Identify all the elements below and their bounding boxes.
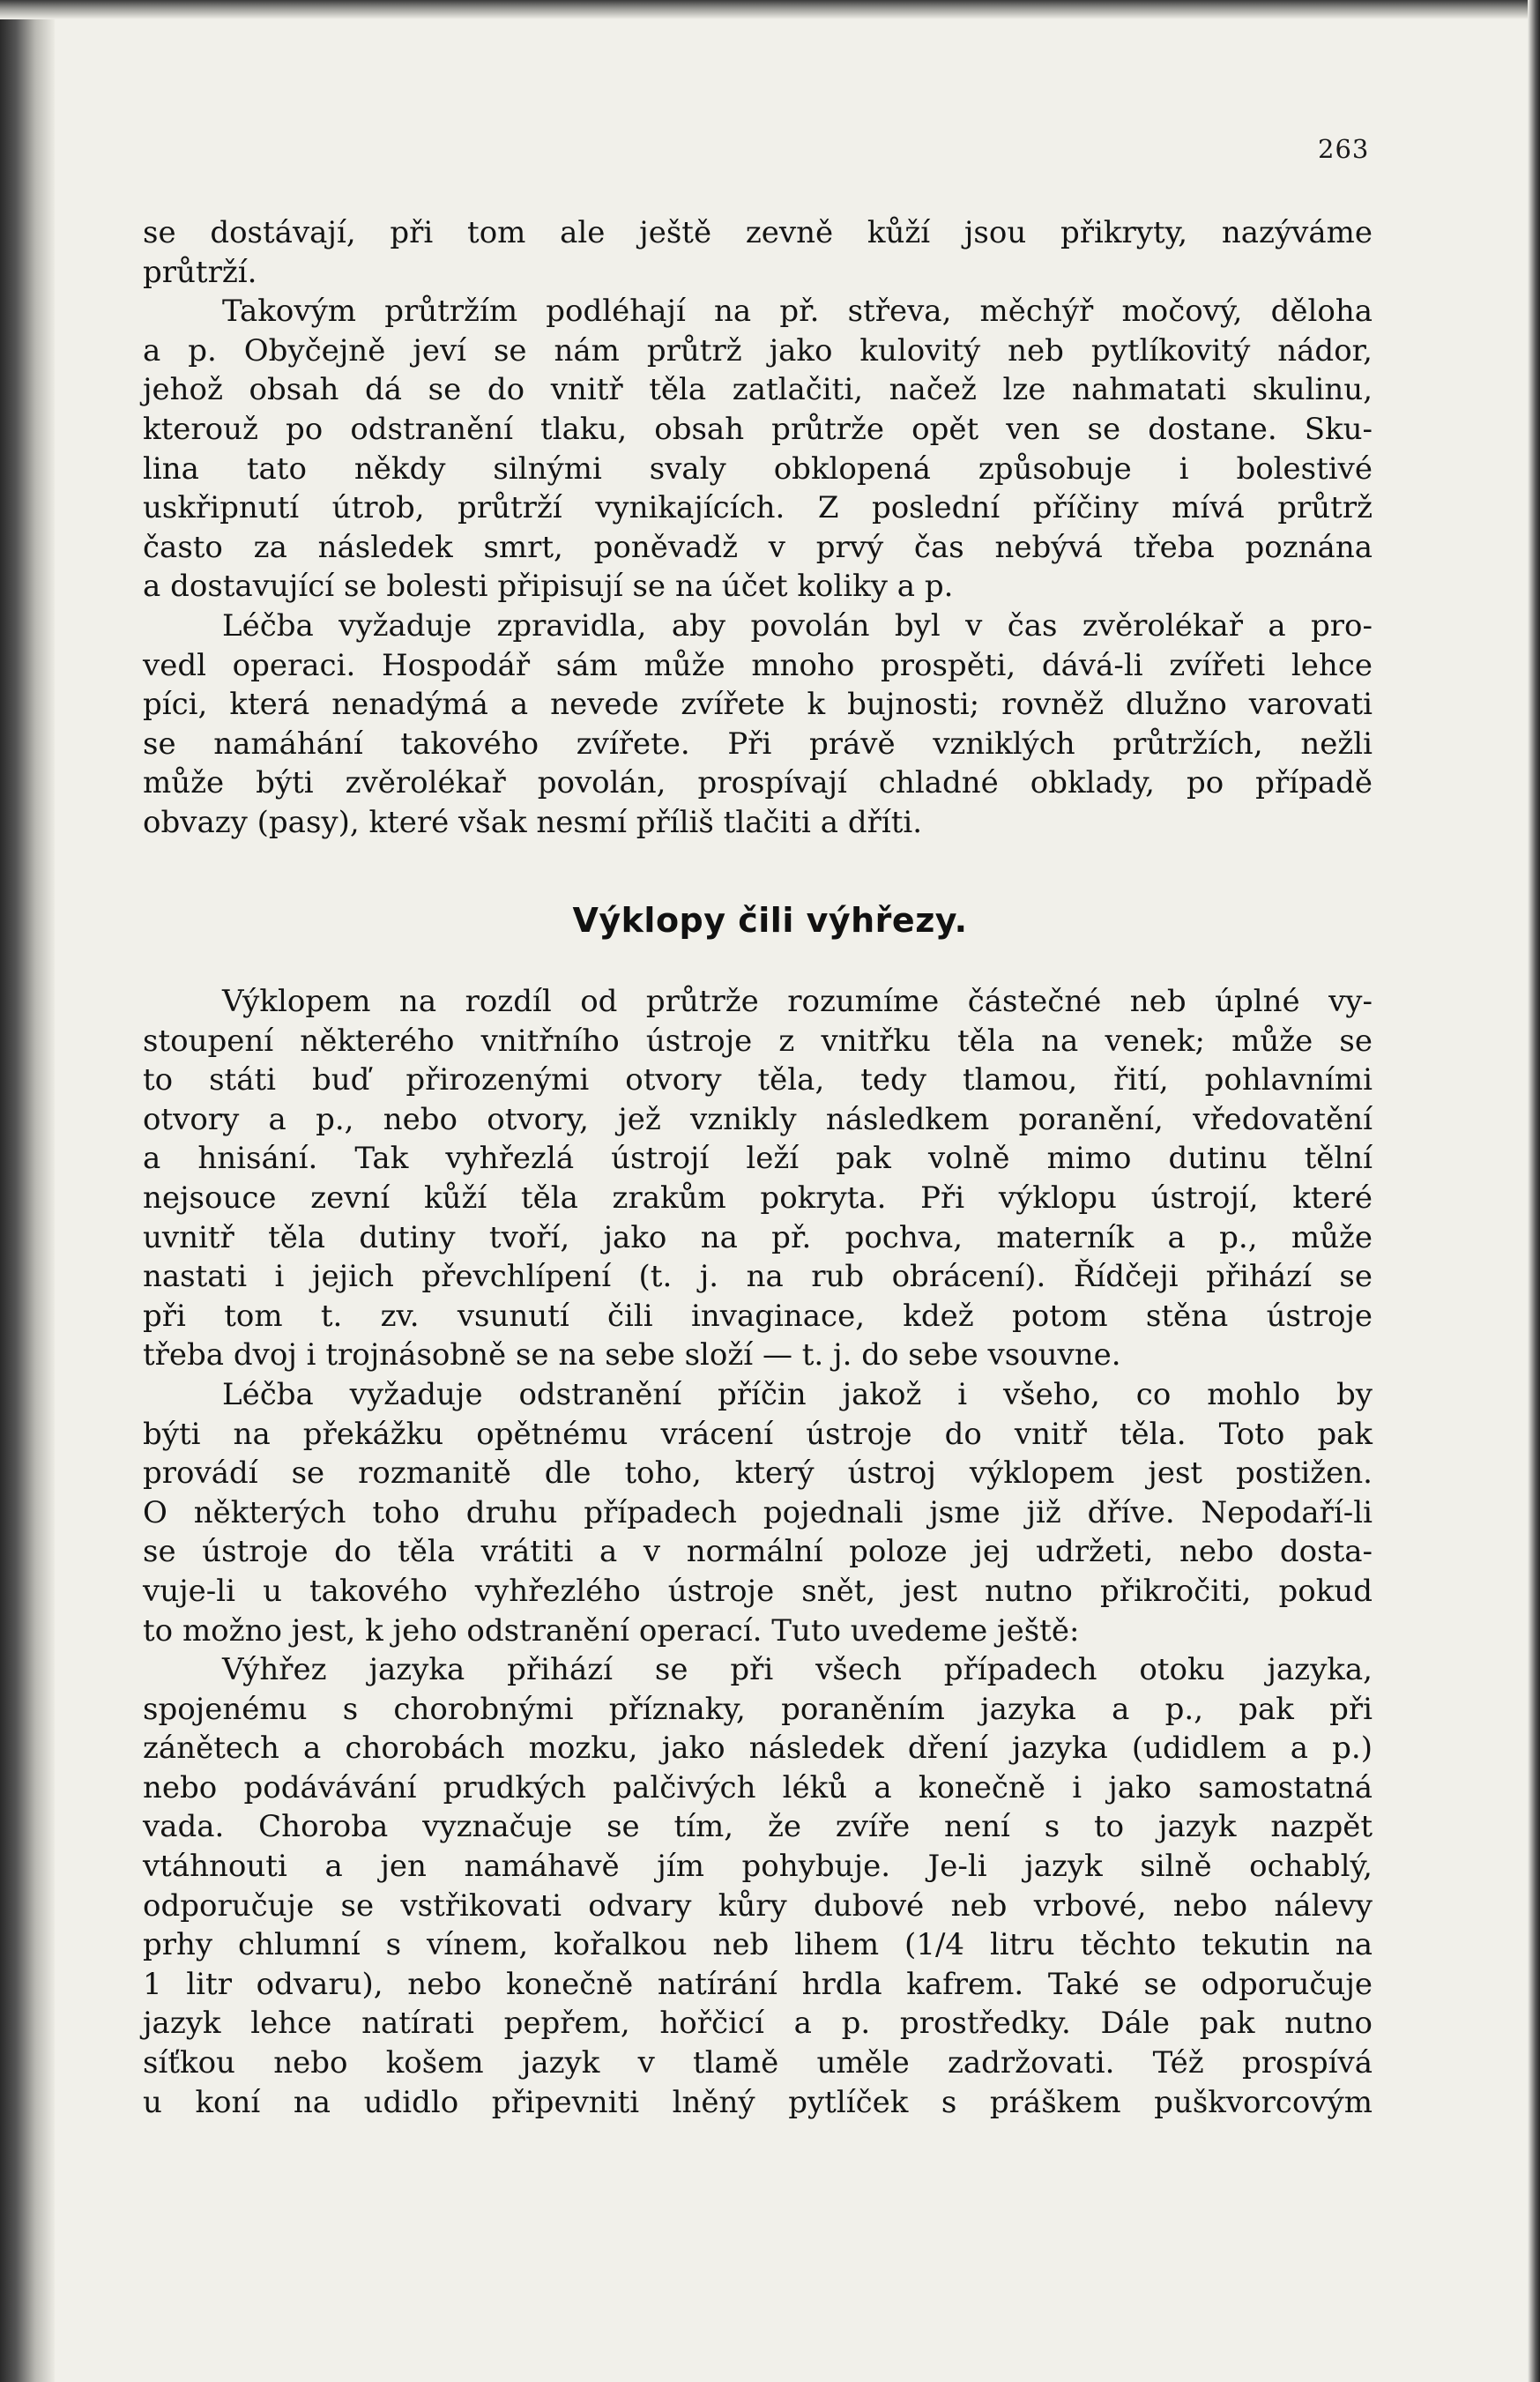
text-line: třeba dvoj i trojnásobně se na sebe složí — t. j. do sebe vsouvne. [143, 1337, 1121, 1373]
text-line: vedl operaci. Hospodář sám může mnoho prospěti, dává-li zvířeti lehce [143, 647, 1373, 683]
text-line: kterouž po odstranění tlaku, obsah průtrže opět ven se dostane. Sku- [143, 411, 1373, 447]
text-line: a p. Obyčejně jeví se nám průtrž jako kulovitý neb pytlíkovitý nádor, [143, 332, 1373, 368]
text-line: síťkou nebo košem jazyk v tlamě uměle zadržovati. Též prospívá [143, 2045, 1373, 2081]
text-line: Výklopem na rozdíl od průtrže rozumíme částečné neb úplné vy- [222, 984, 1373, 1019]
text-line: při tom t. zv. vsunutí čili invaginace, kdež potom stěna ústroje [143, 1298, 1373, 1334]
text-line: vuje-li u takového vyhřezlého ústroje snět, jest nutno přikročiti, pokud [143, 1573, 1373, 1609]
text-line: prhy chlumní s vínem, kořalkou neb lihem (1/4 litru těchto tekutin na [143, 1927, 1373, 1963]
page-number: 263 [1318, 134, 1370, 164]
text-line: uvnitř těla dutiny tvoří, jako na př. pochva, materník a p., může [143, 1219, 1373, 1255]
text-line: Léčba vyžaduje odstranění příčin jakož i všeho, co mohlo by [222, 1376, 1373, 1412]
text-line: otvory a p., nebo otvory, jež vznikly následkem poranění, vředovatění [143, 1101, 1373, 1137]
body-text-section-1 [143, 213, 1373, 843]
body-text-section-2 [143, 982, 1373, 2122]
text-line: O některých toho druhu případech pojednali jsme již dříve. Nepodaří-li [143, 1494, 1373, 1530]
text-line: spojenému s chorobnými příznaky, poraněním jazyka a p., pak při [143, 1691, 1373, 1727]
text-line: zánětech a chorobách mozku, jako následek dření jazyka (udidlem a p.) [143, 1731, 1373, 1767]
text-line: odporučuje se vstřikovati odvary kůry dubové neb vrbové, nebo nálevy [143, 1887, 1373, 1924]
right-edge [1528, 0, 1540, 2382]
text-line: často za následek smrt, poněvadž v prvý čas nebývá třeba poznána [143, 529, 1373, 565]
section-heading: Výklopy čili výhřezy. [572, 901, 968, 940]
text-line: Léčba vyžaduje zpravidla, aby povolán byl v čas zvěrolékař a pro- [222, 607, 1373, 644]
text-line: Výhřez jazyka přihází se při všech případech otoku jazyka, [222, 1652, 1373, 1688]
text-line: to státi buď přirozenými otvory těla, tedy tlamou, řití, pohlavními [143, 1062, 1373, 1098]
text-line: píci, která nenadýmá a nevede zvířete k bujnosti; rovněž dlužno varovati [143, 687, 1373, 723]
text-line: a hnisání. Tak vyhřezlá ústrojí leží pak volně mimo dutinu tělní [143, 1141, 1373, 1177]
text-line: u koní na udidlo připevniti lněný pytlíček s práškem puškvorcovým [143, 2084, 1373, 2120]
text-line: průtrží. [143, 254, 257, 290]
text-line: provádí se rozmanitě dle toho, který ústroj výklopem jest postižen. [143, 1455, 1373, 1492]
text-line: nejsouce zevní kůží těla zrakům pokryta. Při výklopu ústrojí, které [143, 1180, 1373, 1216]
text-line: 1 litr odvaru), nebo konečně natírání hrdla kafrem. Také se odporučuje [143, 1966, 1373, 2002]
text-line: Takovým průtržím podléhají na př. střeva, měchýř močový, děloha [222, 294, 1373, 330]
text-line: může býti zvěrolékař povolán, prospívají chladné obklady, po případě [143, 765, 1373, 801]
text-line: vada. Choroba vyznačuje se tím, že zvíře není s to jazyk nazpět [143, 1809, 1373, 1845]
top-edge [0, 0, 1540, 19]
text-line: vtáhnouti a jen namáhavě jím pohybuje. Je-li jazyk silně ochablý, [143, 1849, 1373, 1885]
text-line: se ústroje do těla vrátiti a v normální poloze jej udržeti, nebo dosta- [143, 1534, 1373, 1570]
text-line: jazyk lehce natírati pepřem, hořčicí a p. prostředky. Dále pak nutno [143, 2006, 1373, 2042]
text-line: obvazy (pasy), které však nesmí příliš tlačiti a dříti. [143, 804, 923, 840]
text-line: se dostávají, při tom ale ještě zevně kůží jsou přikryty, nazýváme [143, 215, 1373, 250]
text-line: býti na překážku opětnému vrácení ústroje do vnitř těla. Toto pak [143, 1416, 1373, 1452]
text-line: to možno jest, k jeho odstranění operací. Tuto uvedeme ještě: [143, 1612, 1080, 1649]
text-line: nebo podávávání prudkých palčivých léků a konečně i jako samostatná [143, 1769, 1373, 1805]
text-line: a dostavující se bolesti připisují se na účet koliky a p. [143, 569, 954, 605]
text-line: se namáhání takového zvířete. Při právě vzniklých průtržích, nežli [143, 726, 1373, 762]
text-line: nastati i jejich převchlípení (t. j. na rub obrácení). Řídčeji přihází se [143, 1259, 1373, 1295]
text-line: uskřipnutí útrob, průtrží vynikajících. Z poslední příčiny mívá průtrž [143, 490, 1373, 526]
binding-shadow [0, 0, 55, 2382]
text-line: stoupení některého vnitřního ústroje z vnitřku těla na venek; může se [143, 1023, 1373, 1059]
text-line: jehož obsah dá se do vnitř těla zatlačiti, načež lze nahmatati skulinu, [143, 372, 1373, 408]
text-line: lina tato někdy silnými svaly obklopená způsobuje i bolestivé [143, 450, 1373, 487]
